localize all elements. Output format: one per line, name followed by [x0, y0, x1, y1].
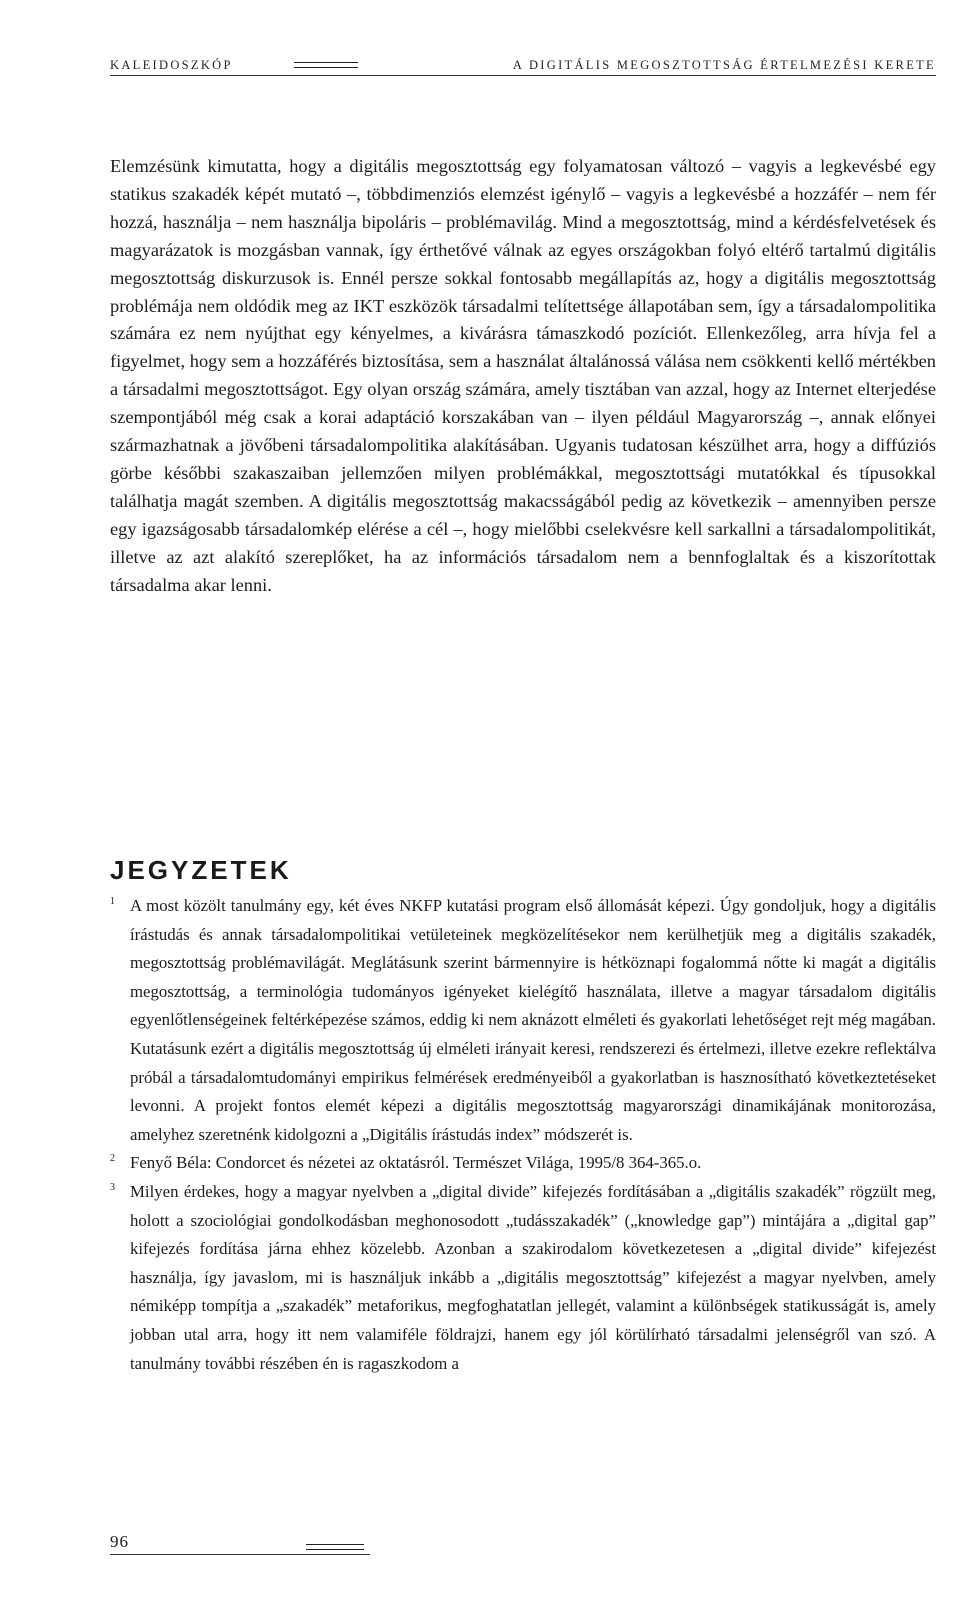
header-underline: [110, 75, 936, 76]
note-text: A most közölt tanulmány egy, két éves NKFP kutatási program első állomását képezi. Úgy gondoljuk, hogy a digitális írástudás és annak társadalompolitikai vetületeinek megközelítésekor nem kerülhetjük meg a digitális szakadék, megosztottság problémavilágát. Meglátásunk szerint bármennyire is hétköznapi fogalommá nőtte ki magát a digitális megosztottság, a terminológia tudományos igényeket kielégítő használata, illetve a magyar társadalom digitális egyenlőtlenségeinek feltérképezése számos, eddig ki nem aknázott elméleti és gyakorlati lehetőséget rejt még magában. Kutatásunk ezért a digitális megosztottság új elméleti irányait keresi, rendszerezi és értelmezi, illetve ezekre reflektálva próbál a társadalomtudományi empirikus felmérések eredményeiből a gyakorlatban is hasznosítható következtetéseket levonni. A projekt fontos elemét képezi a digitális megosztottság magyarországi dinamikájának monitorozása, amelyhez szeretnénk kidolgozni a „Digitális írástudás index” módszerét is.: [130, 896, 936, 1144]
note-number: 1: [110, 896, 115, 907]
notes-list: [110, 892, 936, 1378]
body-paragraph: Elemzésünk kimutatta, hogy a digitális megosztottság egy folyamatosan változó – vagyis a legkevésbé egy statikus szakadék képét mutató –, többdimenziós elemzést igénylő – vagyis a legkevésbé a hozzáfér – nem fér hozzá, használja – nem használja bipoláris – problémavilág. Mind a megosztottság, mind a kérdésfelvetések és magyarázatok is mozgásban vannak, így érthetővé válnak az egyes országokban folyó eltérő tartalmú digitális megosztottság diskurzusok is. Ennél persze sokkal fontosabb megállapítás az, hogy a digitális megosztottság problémája nem oldódik meg az IKT eszközök társadalmi telítettsége állapotában sem, így a társadalompolitika számára ez nem nyújthat egy kényelmes, a kivárásra támaszkodó pozíciót. Ellenkezőleg, arra hívja fel a figyelmet, hogy sem a hozzáférés biztosítása, sem a használat általánossá válása nem csökkenti kellő mértékben a társadalmi megosztottságot. Egy olyan ország számára, amely tisztában van azzal, hogy az Internet elterjedése szempontjából még csak a korai adaptáció korszakában van – ilyen például Magyarország –, annak előnyei származhatnak a jövőbeni társadalompolitika alakításában. Ugyanis tudatosan készülhet arra, hogy a diffúziós görbe későbbi szakaszaiban jellemzően milyen problémákkal, megosztottsági mutatókkal és típusokkal találhatja magát szemben. A digitális megosztottság makacsságából pedig az következik – amennyiben persze egy igazságosabb társadalomkép elérése a cél –, hogy mielőbbi cselekvésre kell sarkallni a társadalompolitikát, illetve az azt alakító szereplőket, ha az információs társadalom nem a bennfoglaltak és a kiszorítottak társadalma akar lenni.: [110, 156, 936, 595]
note-item: [110, 892, 936, 1149]
header-section-name: KALEIDOSZKÓP: [110, 58, 233, 72]
header-article-title: A DIGITÁLIS MEGOSZTOTTSÁG ÉRTELMEZÉSI KERETE: [512, 58, 936, 72]
note-number: 2: [110, 1153, 115, 1165]
page-footer: [110, 1532, 370, 1556]
note-text: Fenyő Béla: Condorcet és nézetei az oktatásról. Természet Világa, 1995/8 364-365.o.: [130, 1153, 702, 1173]
note-text: Milyen érdekes, hogy a magyar nyelvben a „digital divide” kifejezés fordításában a „digitális szakadék” rögzült meg, holott a szociológiai gondolkodásban meghonosodott „tudásszakadék” („knowledge gap”) mintájára a „digital gap” kifejezés fordítása járna ehhez közelebb. Azonban a szakirodalom következetesen a „digital divide” kifejezést használja, így javaslom, mi is használjuk inkább a „digitális megosztottság” kifejezést a magyar nyelvben, amely némiképp tompítja a „szakadék” metaforikus, megfoghatatlan jellegét, valamint a különbségek statikusságát is, amely jobban utal arra, hogy itt nem valamiféle földrajzi, hanem egy jól körülírható társadalmi jelenségről van szó. A tanulmány további részében én is ragaszkodom a: [130, 1181, 936, 1373]
footer-double-rule: [306, 1544, 364, 1550]
page-number: 96: [110, 1532, 129, 1551]
running-header: [110, 58, 936, 78]
note-item: [110, 1149, 936, 1178]
notes-heading: JEGYZETEK: [110, 855, 292, 885]
note-number: 3: [110, 1181, 115, 1193]
header-double-rule: [294, 62, 358, 68]
note-item: [110, 1178, 936, 1378]
footer-underline: [110, 1554, 370, 1555]
main-text: [110, 153, 936, 600]
